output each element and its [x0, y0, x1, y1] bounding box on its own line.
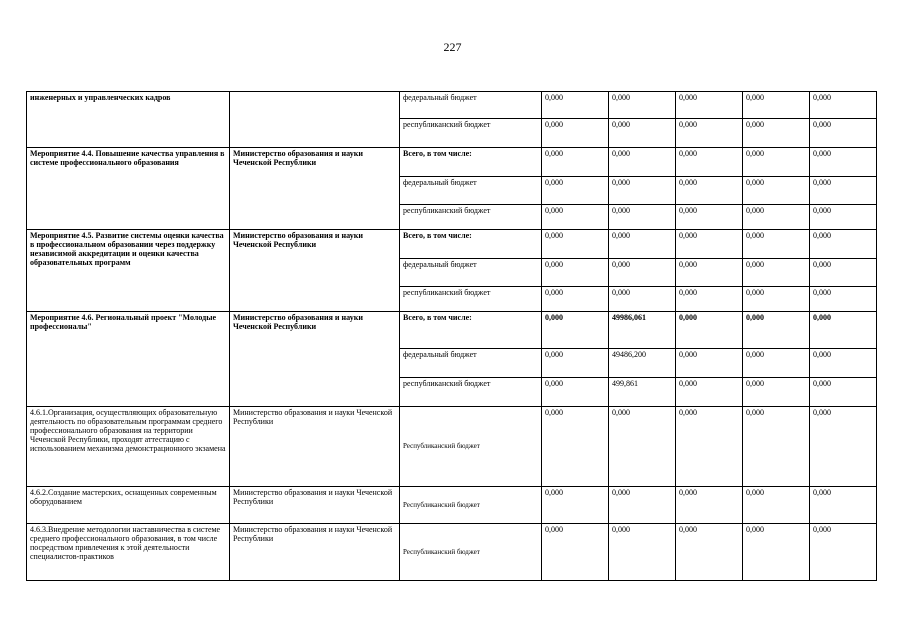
amount-cell: 0,000 — [743, 230, 810, 259]
amount-cell: 0,000 — [542, 407, 609, 487]
funding-source-cell: Всего, в том числе: — [400, 148, 542, 177]
table-row — [27, 92, 877, 119]
table-row — [27, 148, 877, 177]
funding-source-cell: Республиканский бюджет — [400, 524, 542, 581]
amount-cell: 0,000 — [542, 287, 609, 312]
amount-cell: 0,000 — [676, 119, 743, 148]
amount-cell: 0,000 — [810, 407, 877, 487]
amount-cell: 0,000 — [743, 119, 810, 148]
amount-cell: 0,000 — [676, 230, 743, 259]
funding-source-cell: республиканский бюджет — [400, 205, 542, 230]
amount-cell: 0,000 — [542, 177, 609, 205]
amount-cell: 0,000 — [609, 205, 676, 230]
amount-cell: 0,000 — [743, 349, 810, 378]
amount-cell: 0,000 — [743, 177, 810, 205]
funding-source-cell: республиканский бюджет — [400, 378, 542, 407]
amount-cell: 0,000 — [542, 487, 609, 524]
event-cell: 4.6.1.Организация, осуществляющих образовательную деятельность по образовательным программам среднего профессионального образования на территории Чеченской Республики, проходят аттестацию с использованием механизма демонстрационного экзамена — [27, 407, 230, 487]
funding-source-cell: федеральный бюджет — [400, 92, 542, 119]
amount-cell: 499,861 — [609, 378, 676, 407]
amount-cell: 0,000 — [810, 92, 877, 119]
amount-cell: 0,000 — [743, 407, 810, 487]
amount-cell: 0,000 — [542, 259, 609, 287]
amount-cell: 0,000 — [676, 177, 743, 205]
amount-cell: 0,000 — [542, 92, 609, 119]
amount-cell: 0,000 — [542, 349, 609, 378]
executor-cell: Министерство образования и науки Чеченской Республики — [230, 524, 400, 581]
amount-cell: 0,000 — [810, 119, 877, 148]
amount-cell: 0,000 — [810, 287, 877, 312]
amount-cell: 0,000 — [609, 92, 676, 119]
amount-cell: 0,000 — [743, 287, 810, 312]
funding-source-cell: федеральный бюджет — [400, 259, 542, 287]
amount-cell: 0,000 — [609, 287, 676, 312]
executor-cell: Министерство образования и науки Чеченской Республики — [230, 148, 400, 230]
table-row — [27, 230, 877, 259]
amount-cell: 0,000 — [676, 378, 743, 407]
amount-cell: 0,000 — [810, 259, 877, 287]
amount-cell: 49986,061 — [609, 312, 676, 349]
amount-cell: 0,000 — [676, 287, 743, 312]
executor-cell: Министерство образования и науки Чеченской Республики — [230, 407, 400, 487]
event-cell: 4.6.3.Внедрение методологии наставничества в системе среднего профессионального образования, в том числе посредством привлечения к этой деятельности специалистов-практиков — [27, 524, 230, 581]
amount-cell: 0,000 — [810, 312, 877, 349]
amount-cell: 0,000 — [810, 177, 877, 205]
funding-source-cell: Всего, в том числе: — [400, 230, 542, 259]
amount-cell: 0,000 — [743, 259, 810, 287]
amount-cell: 0,000 — [676, 524, 743, 581]
table-row — [27, 487, 877, 524]
amount-cell: 0,000 — [542, 524, 609, 581]
page-number: 227 — [443, 40, 462, 54]
amount-cell: 0,000 — [542, 312, 609, 349]
amount-cell: 0,000 — [609, 487, 676, 524]
amount-cell: 0,000 — [609, 148, 676, 177]
amount-cell: 0,000 — [743, 148, 810, 177]
amount-cell: 0,000 — [743, 92, 810, 119]
amount-cell: 0,000 — [676, 487, 743, 524]
table-row — [27, 312, 877, 349]
amount-cell: 0,000 — [743, 205, 810, 230]
event-cell: 4.6.2.Создание мастерских, оснащенных современным оборудованием — [27, 487, 230, 524]
event-cell: Мероприятие 4.6. Региональный проект "Молодые профессионалы" — [27, 312, 230, 407]
funding-source-cell: Республиканский бюджет — [400, 407, 542, 487]
executor-cell: Министерство образования и науки Чеченской Республики — [230, 312, 400, 407]
amount-cell: 49486,200 — [609, 349, 676, 378]
amount-cell: 0,000 — [810, 148, 877, 177]
amount-cell: 0,000 — [743, 524, 810, 581]
event-cell: Мероприятие 4.5. Развитие системы оценки качества в профессиональном образовании через поддержку независимой аккредитации и оценки качества образовательных программ — [27, 230, 230, 312]
funding-source-cell: Республиканский бюджет — [400, 487, 542, 524]
event-cell: инженерных и управленческих кадров — [27, 92, 230, 148]
amount-cell: 0,000 — [810, 524, 877, 581]
amount-cell: 0,000 — [609, 407, 676, 487]
table-row — [27, 524, 877, 581]
amount-cell: 0,000 — [810, 205, 877, 230]
amount-cell: 0,000 — [676, 148, 743, 177]
amount-cell: 0,000 — [676, 205, 743, 230]
funding-source-cell: республиканский бюджет — [400, 287, 542, 312]
amount-cell: 0,000 — [609, 259, 676, 287]
amount-cell: 0,000 — [676, 312, 743, 349]
amount-cell: 0,000 — [810, 349, 877, 378]
amount-cell: 0,000 — [743, 378, 810, 407]
amount-cell: 0,000 — [542, 230, 609, 259]
amount-cell: 0,000 — [542, 378, 609, 407]
funding-source-cell: федеральный бюджет — [400, 349, 542, 378]
executor-cell: Министерство образования и науки Чеченской Республики — [230, 487, 400, 524]
amount-cell: 0,000 — [609, 230, 676, 259]
amount-cell: 0,000 — [743, 312, 810, 349]
amount-cell: 0,000 — [810, 230, 877, 259]
amount-cell: 0,000 — [609, 119, 676, 148]
amount-cell: 0,000 — [609, 524, 676, 581]
amount-cell: 0,000 — [542, 119, 609, 148]
event-cell: Мероприятие 4.4. Повышение качества управления в системе профессионального образования — [27, 148, 230, 230]
amount-cell: 0,000 — [676, 259, 743, 287]
executor-cell — [230, 92, 400, 148]
amount-cell: 0,000 — [676, 349, 743, 378]
amount-cell: 0,000 — [676, 92, 743, 119]
executor-cell: Министерство образования и науки Чеченской Республики — [230, 230, 400, 312]
funding-source-cell: Всего, в том числе: — [400, 312, 542, 349]
table-row — [27, 407, 877, 487]
amount-cell: 0,000 — [810, 487, 877, 524]
funding-source-cell: республиканский бюджет — [400, 119, 542, 148]
amount-cell: 0,000 — [676, 407, 743, 487]
amount-cell: 0,000 — [542, 148, 609, 177]
amount-cell: 0,000 — [743, 487, 810, 524]
amount-cell: 0,000 — [609, 177, 676, 205]
budget-table — [26, 91, 877, 581]
amount-cell: 0,000 — [542, 205, 609, 230]
amount-cell: 0,000 — [810, 378, 877, 407]
funding-source-cell: федеральный бюджет — [400, 177, 542, 205]
